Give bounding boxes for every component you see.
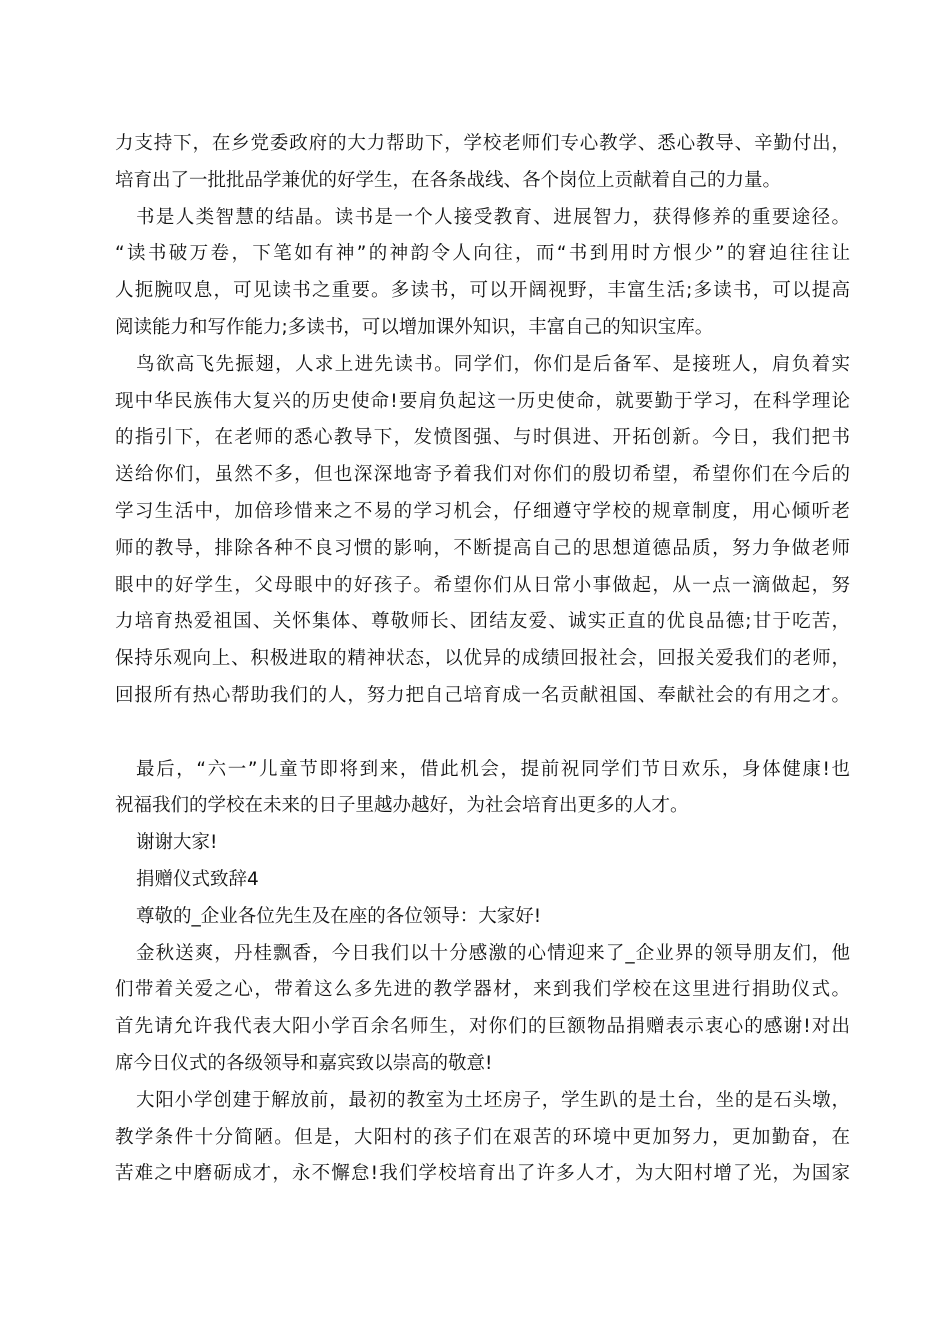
paragraph-school-history bbox=[115, 1083, 850, 1193]
section-heading bbox=[115, 862, 850, 899]
text-line: 现中华民族伟大复兴的历史使命!要肩负起这一历史使命，就要勤于学习，在科学理论 bbox=[115, 390, 850, 412]
text-line: 眼中的好学生，父母眼中的好孩子。希望你们从日常小事做起，从一点一滴做起，努 bbox=[115, 574, 850, 596]
paragraph-encouragement bbox=[115, 347, 850, 715]
text-line: 保持乐观向上、积极进取的精神状态，以优异的成绩回报社会，回报关爱我们的老师， bbox=[115, 648, 850, 670]
text-line: 学习生活中，加倍珍惜来之不易的学习机会，仔细遵守学校的规章制度，用心倾听老 bbox=[115, 500, 850, 522]
paragraph-spacer bbox=[115, 715, 850, 752]
text-line: 祝福我们的学校在未来的日子里越办越好，为社会培育出更多的人才。 bbox=[115, 795, 689, 817]
text-line: 送给你们，虽然不多，但也深深地寄予着我们对你们的殷切希望，希望你们在今后的 bbox=[115, 464, 850, 486]
text-line: 首先请允许我代表大阳小学百余名师生，对你们的巨额物品捐赠表示衷心的感谢!对出 bbox=[115, 1016, 850, 1038]
text-line: 书是人类智慧的结晶。读书是一个人接受教育、进展智力，获得修养的重要途径。 bbox=[136, 206, 850, 228]
paragraph-thanks bbox=[115, 825, 850, 862]
paragraph-salutation bbox=[115, 899, 850, 936]
text-line: “读书破万卷，下笔如有神”的神韵令人向往，而“书到用时方恨少”的窘迫往往让 bbox=[115, 243, 850, 265]
text-line: 金秋送爽，丹桂飘香，今日我们以十分感激的心情迎来了_企业界的领导朋友们，他 bbox=[136, 942, 850, 964]
text-line: 席今日仪式的各级领导和嘉宾致以崇高的敬意! bbox=[115, 1052, 493, 1074]
text-line: 们带着关爱之心，带着这么多先进的教学器材，来到我们学校在这里进行捐助仪式。 bbox=[115, 979, 850, 1001]
text-line: 尊敬的_企业各位先生及在座的各位领导：大家好! bbox=[136, 905, 542, 927]
text-line: 大阳小学创建于解放前，最初的教室为土坯房子，学生趴的是土台，坐的是石头墩， bbox=[136, 1089, 850, 1111]
paragraph-support bbox=[115, 126, 850, 200]
text-line: 最后，“六一”儿童节即将到来，借此机会，提前祝同学们节日欢乐，身体健康!也 bbox=[136, 758, 850, 780]
document-body bbox=[115, 126, 850, 1193]
text-line: 力培育热爱祖国、关怀集体、尊敬师长、团结友爱、诚实正直的优良品德;甘于吃苦， bbox=[115, 611, 850, 633]
heading-text: 捐赠仪式致辞4 bbox=[136, 868, 259, 890]
text-line: 阅读能力和写作能力;多读书，可以增加课外知识，丰富自己的知识宝库。 bbox=[115, 316, 714, 338]
text-line: 回报所有热心帮助我们的人，努力把自己培育成一名贡献祖国、奉献社会的有用之才。 bbox=[115, 684, 850, 706]
text-line: 师的教导，排除各种不良习惯的影响，不断提高自己的思想道德品质，努力争做老师 bbox=[115, 537, 850, 559]
text-line: 力支持下，在乡党委政府的大力帮助下，学校老师们专心教学、悉心教导、辛勤付出， bbox=[115, 133, 850, 154]
text-line: 培育出了一批批品学兼优的好学生，在各条战线、各个岗位上贡献着自己的力量。 bbox=[115, 169, 782, 191]
paragraph-closing-wishes bbox=[115, 752, 850, 826]
text-line: 人扼腕叹息，可见读书之重要。多读书，可以开阔视野，丰富生活;多读书，可以提高 bbox=[115, 280, 850, 302]
text-line: 苦难之中磨砺成才，永不懈怠!我们学校培育出了许多人才，为大阳村增了光，为国家 bbox=[115, 1163, 850, 1185]
text-line: 鸟欲高飞先振翅，人求上进先读书。同学们，你们是后备军、是接班人，肩负着实 bbox=[136, 353, 850, 375]
text-line: 的指引下，在老师的悉心教导下，发愤图强、与时俱进、开拓创新。今日，我们把书 bbox=[115, 427, 850, 449]
paragraph-welcome bbox=[115, 936, 850, 1083]
text-line: 教学条件十分简陋。但是，大阳村的孩子们在艰苦的环境中更加努力，更加勤奋，在 bbox=[115, 1126, 850, 1148]
paragraph-reading-importance bbox=[115, 200, 850, 347]
text-line: 谢谢大家! bbox=[136, 832, 218, 854]
